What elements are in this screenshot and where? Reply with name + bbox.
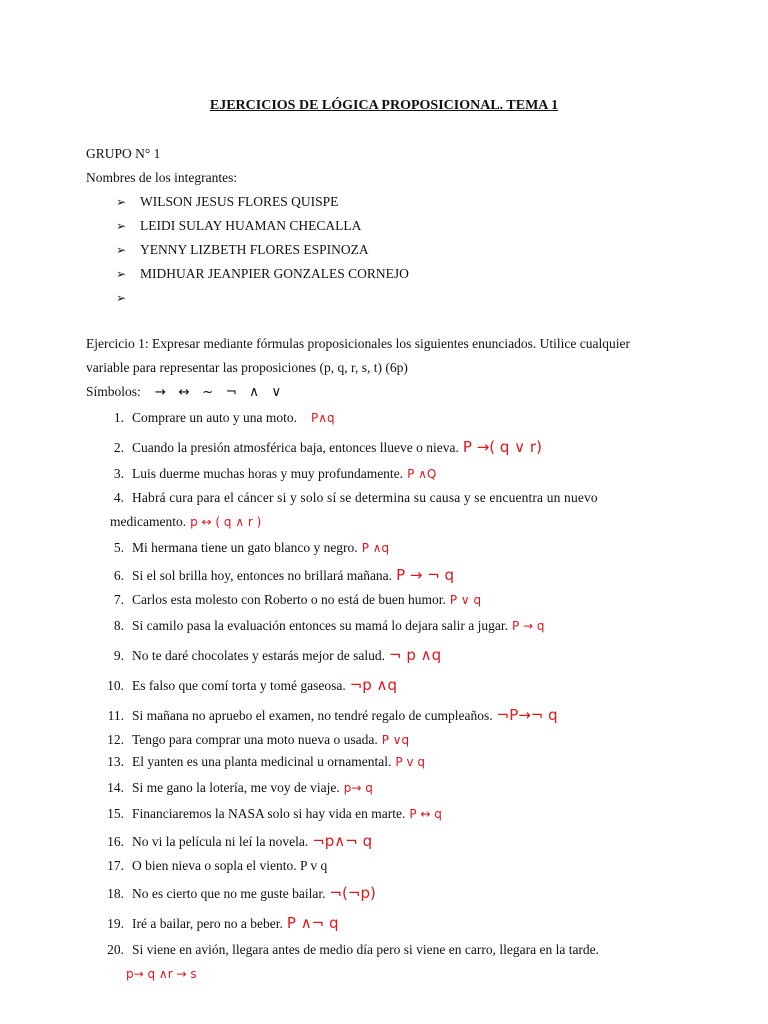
symbols-label: Símbolos: xyxy=(86,384,141,399)
item-number: 16. xyxy=(107,834,124,849)
arrow-bullet-icon: ➢ xyxy=(116,219,127,233)
item-answer: p→ q ∧r → s xyxy=(126,967,197,981)
item-text: Si me gano la lotería, me voy de viaje. xyxy=(132,780,340,795)
item-text: No te daré chocolates y estarás mejor de salud. xyxy=(132,648,386,663)
arrow-bullet-icon: ➢ xyxy=(116,291,127,305)
item-text: Luis duerme muchas horas y muy profundamente. xyxy=(132,466,404,481)
list-item xyxy=(86,676,686,694)
item-number: 1. xyxy=(113,410,124,425)
member-item xyxy=(116,264,409,288)
item-text: No es cierto que no me guste bailar. xyxy=(132,886,326,901)
item-text: Financiaremos la NASA solo si hay vida en marte. xyxy=(132,806,406,821)
symbols-row xyxy=(86,384,285,400)
item-text: medicamento. xyxy=(110,514,187,529)
members-list xyxy=(116,192,409,312)
member-name: YENNY LIZBETH FLORES ESPINOZA xyxy=(140,242,369,257)
list-item xyxy=(86,466,686,482)
list-item xyxy=(86,732,686,748)
member-item xyxy=(116,216,409,240)
item-text: Carlos esta molesto con Roberto o no está de buen humor. xyxy=(132,592,446,607)
item-answer: ¬p∧¬ q xyxy=(312,832,373,850)
item-text: Si mañana no apruebo el examen, no tendré regalo de cumpleaños. xyxy=(132,708,493,723)
list-item xyxy=(86,832,686,850)
item-number: 5. xyxy=(113,540,124,555)
list-item xyxy=(86,780,686,796)
list-item xyxy=(86,490,686,506)
item-number: 4. xyxy=(113,490,124,505)
item-answer: p→ q xyxy=(343,781,373,795)
item-number: 17. xyxy=(107,858,124,873)
item-number: 10. xyxy=(107,678,124,693)
item-answer: P ∧q xyxy=(361,541,390,555)
item-answer: P →( q ∨ r) xyxy=(462,438,542,456)
item-number: 9. xyxy=(113,648,124,663)
item-text: Cuando la presión atmosférica baja, entonces llueve o nieva. xyxy=(132,440,459,455)
item-number: 13. xyxy=(107,754,124,769)
list-item xyxy=(86,438,686,456)
list-item xyxy=(86,942,686,958)
item-text: Mi hermana tiene un gato blanco y negro. xyxy=(132,540,358,555)
item-answer: ¬ p ∧q xyxy=(389,646,442,664)
item-answer: P ∧¬ q xyxy=(286,914,339,932)
item-number: 15. xyxy=(107,806,124,821)
item-number: 8. xyxy=(113,618,124,633)
item-number: 6. xyxy=(113,568,124,583)
list-item xyxy=(86,754,686,770)
item-text: Tengo para comprar una moto nueva o usada. xyxy=(132,732,378,747)
list-item xyxy=(86,618,686,634)
list-item xyxy=(86,858,686,874)
member-item xyxy=(116,240,409,264)
member-item xyxy=(116,192,409,216)
item-text: El yanten es una planta medicinal u ornamental. xyxy=(132,754,392,769)
list-item xyxy=(86,566,686,584)
item-number: 14. xyxy=(107,780,124,795)
arrow-bullet-icon: ➢ xyxy=(116,195,127,209)
member-name: LEIDI SULAY HUAMAN CHECALLA xyxy=(140,218,362,233)
item-text: O bien nieva o sopla el viento. P v q xyxy=(132,858,328,873)
item-answer: ¬p ∧q xyxy=(349,676,398,694)
item-number: 11. xyxy=(107,708,124,723)
members-label: Nombres de los integrantes: xyxy=(86,170,238,185)
item-number: 19. xyxy=(107,916,124,931)
member-name: MIDHUAR JEANPIER GONZALES CORNEJO xyxy=(140,266,409,281)
item-number: 18. xyxy=(107,886,124,901)
list-item xyxy=(86,884,686,902)
item-text: Si camilo pasa la evaluación entonces su mamá lo dejara salir a jugar. xyxy=(132,618,508,633)
member-item xyxy=(116,288,409,312)
item-answer: P ∧Q xyxy=(407,467,437,481)
item-text: Si viene en avión, llegara antes de medio día pero si viene en carro, llegara en la tarde. xyxy=(132,942,600,957)
member-name: WILSON JESUS FLORES QUISPE xyxy=(140,194,339,209)
item-answer: ¬(¬p) xyxy=(329,884,376,902)
item-text: Habrá cura para el cáncer si y solo sí se determina su causa y se encuentra un nuevo xyxy=(132,490,598,505)
list-item xyxy=(86,806,686,822)
item-text: Es falso que comí torta y tomé gaseosa. xyxy=(132,678,346,693)
item-text: No vi la película ni leí la novela. xyxy=(132,834,309,849)
item-answer: P ∨ q xyxy=(449,593,482,607)
item-answer: P∧q xyxy=(310,411,335,425)
item-text: Iré a bailar, pero no a beber. xyxy=(132,916,283,931)
exercise-intro-line-1: Ejercicio 1: Expresar mediante fórmulas proposicionales los siguientes enunciados. Utilice cualquier xyxy=(86,336,630,351)
item-answer: P v q xyxy=(395,755,426,769)
exercise-intro xyxy=(86,332,686,380)
symbols-list: → ↔ ~ ¬ ∧ ∨ xyxy=(154,384,286,400)
list-item xyxy=(86,914,686,932)
item-number: 3. xyxy=(113,466,124,481)
item-text: Comprare un auto y una moto. xyxy=(132,410,297,425)
item-number: 20. xyxy=(107,942,124,957)
item-answer: P ↔ q xyxy=(409,807,442,821)
item-number: 2. xyxy=(113,440,124,455)
item-number: 7. xyxy=(113,592,124,607)
list-item xyxy=(86,410,686,426)
list-item xyxy=(86,540,686,556)
document-title: EJERCICIOS DE LÓGICA PROPOSICIONAL. TEMA 1 xyxy=(209,98,559,113)
list-item xyxy=(86,706,686,724)
group-number: GRUPO N° 1 xyxy=(86,146,161,161)
item-answer: P ∨q xyxy=(381,733,410,747)
list-item xyxy=(86,592,686,608)
arrow-bullet-icon: ➢ xyxy=(116,267,127,281)
item-answer: ¬P→¬ q xyxy=(496,706,558,724)
item-number: 12. xyxy=(107,732,124,747)
item-answer: p ↔ ( q ∧ r ) xyxy=(190,515,262,529)
item-answer: P → ¬ q xyxy=(396,566,455,584)
item-answer: P → q xyxy=(512,619,545,633)
arrow-bullet-icon: ➢ xyxy=(116,243,127,257)
exercise-intro-line-2: variable para representar las proposiciones (p, q, r, s, t) (6p) xyxy=(86,360,408,375)
item-text: Si el sol brilla hoy, entonces no brillará mañana. xyxy=(132,568,393,583)
list-item xyxy=(86,646,686,664)
